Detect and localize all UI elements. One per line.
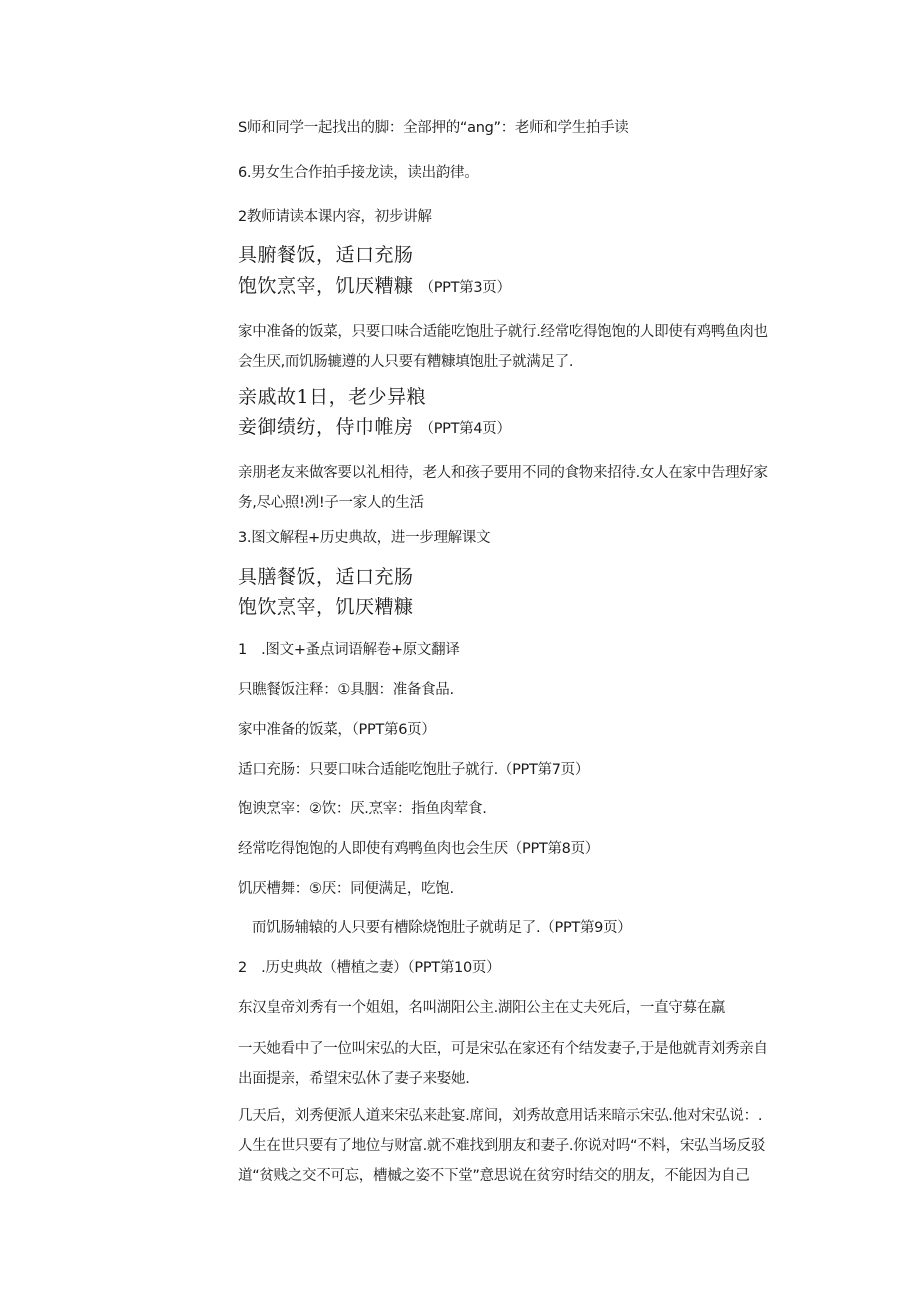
poem-line — [238, 273, 511, 301]
ppt-reference: （PPT第3页） — [419, 280, 511, 296]
paragraph-line: 亲朋老友来做客要以礼相待，老人和孩子要用不同的食物来招待.女人在家中告理好家 — [238, 465, 768, 481]
story-paragraph — [238, 1101, 818, 1191]
paragraph-line: 一天她看中了一位叫宋弘的大臣，可是宋弘在家还有个结发妻子,于是他就青刘秀亲自 — [238, 1041, 768, 1057]
paragraph-line: 几天后，刘秀便派人道来宋弘来赴宴.席间，刘秀故意用话来暗示宋弘.他对宋弘说：. — [238, 1108, 763, 1124]
paragraph-line: 道“贫贱之交不可忘，槽槭之姿不下堂”意思说在贫穷时结交的朋友，不能因为自己 — [238, 1168, 750, 1184]
story-line: 东汉皇帝刘秀有一个姐姐，名叫湖阳公主.湖阳公主在丈夫死后，一直守募在羸 — [238, 1000, 726, 1016]
poem-text: 妾御绩纺，侍巾帷房 — [238, 416, 414, 438]
poem-line: 具腑餐饭，适口充肠 — [238, 244, 414, 266]
section-heading-2: 2教师请读本课内容，初步讲解 — [238, 209, 432, 225]
poem-text: 饱饮烹宰，饥厌糟糠 — [238, 275, 414, 297]
poem-line: 亲戚故1日，老少异粮 — [238, 386, 427, 408]
translation-line: 经常吃得饱饱的人即使有鸡鸭鱼肉也会生厌（PPT第8页） — [238, 841, 599, 857]
poem-line: 饱饮烹宰，饥厌糟糠 — [238, 596, 414, 618]
paragraph-line: 出面提亲，希望宋弘休了妻子来娶她. — [238, 1071, 470, 1087]
subsection-heading-1: 1 .图文+蚤点词语解卷+原文翻译 — [238, 642, 460, 658]
translation-line: 而饥肠辅辕的人只要有槽除烧饱肚子就萌足了.（PPT第9页） — [252, 920, 632, 936]
annotation-line: 适口充肠：只要口味合适能吃饱肚子就行.（PPT第7页） — [238, 762, 590, 778]
poem-line — [238, 414, 511, 442]
paragraph-line: 会生厌,而饥肠辘遵的人只要有糟糠填饱肚子就满足了. — [238, 354, 574, 370]
subsection-heading-2: 2 .历史典故（槽植之妻）（PPT第10页） — [238, 960, 501, 976]
explanation-paragraph — [238, 458, 818, 518]
paragraph-line: 家中准备的饭菜，只要口味合适能吃饱肚子就行.经常吃得饱饱的人即使有鸡鸭鱼肉也 — [238, 324, 768, 340]
story-paragraph — [238, 1034, 818, 1094]
annotation-line: 只瞧餐饭注释：①具胭：准备食品. — [238, 682, 454, 698]
annotation-line: 饥厌槽舞：⑤厌：同便满足，吃饱. — [238, 881, 454, 897]
translation-line: 家中准备的饭菜，（PPT第6页） — [238, 722, 436, 738]
paragraph-line: 人生在世只要有了地位与财富.就不难找到朋友和妻子.你说对吗“不料，宋弘当场反驳 — [238, 1138, 766, 1154]
ppt-reference: （PPT第4页） — [419, 421, 511, 437]
section-heading-3: 3.图文解程+历史典故，进一步理解课文 — [238, 530, 491, 546]
text-line-step-6: 6.男女生合作拍手接龙读，读出韵律。 — [238, 165, 479, 181]
explanation-paragraph — [238, 317, 818, 377]
poem-line: 具膳餐饭，适口充肠 — [238, 566, 414, 588]
paragraph-line: 务,尽心照!冽!子一家人的生活 — [238, 495, 424, 511]
annotation-line: 饱谀烹宰：②饮：厌.烹宰：指鱼肉荤食. — [238, 801, 487, 817]
text-line-rhyme: S师和同学一起找出的脚：全部押的“ang”：老师和学生拍手读 — [238, 120, 629, 136]
